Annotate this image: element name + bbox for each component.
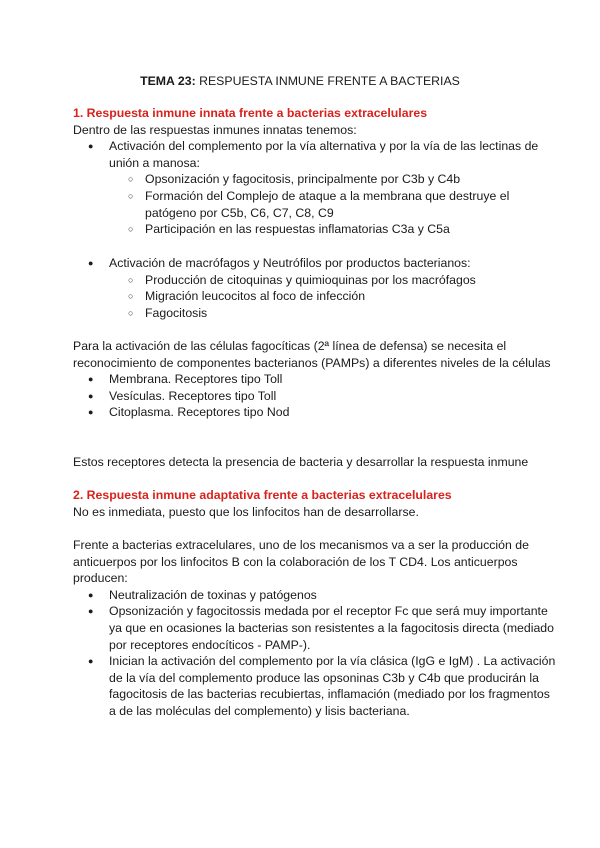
title-text: RESPUESTA INMUNE FRENTE A BACTERIAS bbox=[195, 74, 460, 88]
bullet-icon: ● bbox=[88, 656, 94, 667]
list-item bbox=[73, 188, 560, 221]
list-item-text: Activación de macrófagos y Neutrófilos por productos bacterianos: bbox=[109, 256, 471, 270]
list-item-text: Activación del complemento por la vía alternativa y por la vía de las lectinas de unión a manosa: bbox=[109, 139, 539, 170]
section-1 bbox=[73, 105, 560, 238]
list-item bbox=[73, 305, 560, 322]
section-1-part-3 bbox=[73, 338, 560, 421]
list-item bbox=[73, 255, 560, 272]
list-item-text: Citoplasma. Receptores tipo Nod bbox=[109, 405, 290, 420]
macrophage-list bbox=[73, 255, 560, 321]
bullet-icon: ● bbox=[88, 258, 94, 268]
section-1-intro: Dentro de las respuestas inmunes innatas tenemos: bbox=[73, 122, 357, 137]
title-label: TEMA 23: bbox=[140, 74, 196, 88]
section-2-heading: 2. Respuesta inmune adaptativa frente a bacterias extracelulares bbox=[73, 488, 452, 502]
page-title bbox=[0, 73, 600, 90]
circle-bullet-icon: ○ bbox=[128, 274, 134, 285]
list-item-text: Vesículas. Receptores tipo Toll bbox=[109, 388, 277, 403]
list-item bbox=[73, 171, 560, 188]
circle-bullet-icon: ○ bbox=[128, 307, 134, 318]
paragraph: Frente a bacterias extracelulares, uno de los mecanismos va a ser la producción de anticuerpos por los linfocitos B con la colaboración de los T CD4. Los anticuerpos producen: bbox=[73, 538, 529, 586]
circle-bullet-icon: ○ bbox=[128, 224, 134, 235]
circle-bullet-icon: ○ bbox=[128, 291, 134, 302]
list-item-text: Fagocitosis bbox=[145, 305, 208, 320]
list-item bbox=[73, 587, 560, 604]
list-item-text: Inician la activación del complemento por la vía clásica (IgG e IgM) . La activación de la vía del complemento produce las opsoninas C3b y C4b que producirán la fagocitosis de las bacterias recubiertas, inflamación (mediado por los fragmentos a de las moléculas del complemento) y lisis bacteriana. bbox=[109, 654, 556, 718]
list-item bbox=[73, 388, 560, 405]
section-2-part-2 bbox=[73, 537, 560, 720]
list-item bbox=[73, 221, 560, 238]
section-1-part-2 bbox=[73, 255, 560, 321]
list-item-text: Neutralización de toxinas y patógenos bbox=[109, 587, 317, 602]
list-item-text: Membrana. Receptores tipo Toll bbox=[109, 372, 283, 387]
antibody-list bbox=[73, 587, 560, 720]
list-item-text: Participación en las respuestas inflamatorias C3a y C5a bbox=[145, 222, 450, 237]
section-1-heading: 1. Respuesta inmune innata frente a bacterias extracelulares bbox=[73, 106, 428, 120]
list-item bbox=[73, 404, 560, 421]
bullet-icon: ● bbox=[88, 407, 94, 418]
circle-bullet-icon: ○ bbox=[128, 174, 134, 185]
bullet-icon: ● bbox=[88, 390, 94, 401]
bullet-icon: ● bbox=[88, 374, 94, 385]
receptor-list bbox=[73, 371, 560, 421]
list-item bbox=[73, 288, 560, 305]
section-2 bbox=[73, 487, 560, 520]
list-item bbox=[73, 371, 560, 388]
section-1-part-4 bbox=[73, 454, 560, 471]
list-item bbox=[73, 138, 560, 171]
list-item bbox=[73, 272, 560, 289]
paragraph: Para la activación de las células fagocíticas (2ª línea de defensa) se necesita el reconocimiento de componentes bacterianos (PAMPs) a diferentes niveles de la células bbox=[73, 339, 551, 370]
list-item bbox=[73, 603, 560, 653]
bullet-icon: ● bbox=[88, 141, 94, 152]
list-item bbox=[73, 653, 560, 719]
innate-list bbox=[73, 138, 560, 238]
list-item-text: Producción de citoquinas y quimioquinas por los macrófagos bbox=[145, 272, 476, 287]
paragraph: Estos receptores detecta la presencia de bacteria y desarrollar la respuesta inmune bbox=[73, 455, 529, 469]
list-item-text: Migración leucocitos al foco de infección bbox=[145, 289, 366, 304]
bullet-icon: ● bbox=[88, 589, 94, 600]
paragraph: No es inmediata, puesto que los linfocitos han de desarrollarse. bbox=[73, 504, 419, 519]
circle-bullet-icon: ○ bbox=[128, 190, 134, 201]
list-item-text: Opsonización y fagocitosis, principalmente por C3b y C4b bbox=[145, 172, 461, 187]
list-item-text: Formación del Complejo de ataque a la membrana que destruye el patógeno por C5b, C6, C7, C8, C9 bbox=[145, 188, 510, 220]
list-item-text: Opsonización y fagocitossis medada por el receptor Fc que será muy importante ya que en ocasiones la bacterias son resistentes a la fagocitosis directa (mediado por receptores endocíticos - PAMP-). bbox=[109, 604, 554, 652]
bullet-icon: ● bbox=[88, 606, 94, 617]
